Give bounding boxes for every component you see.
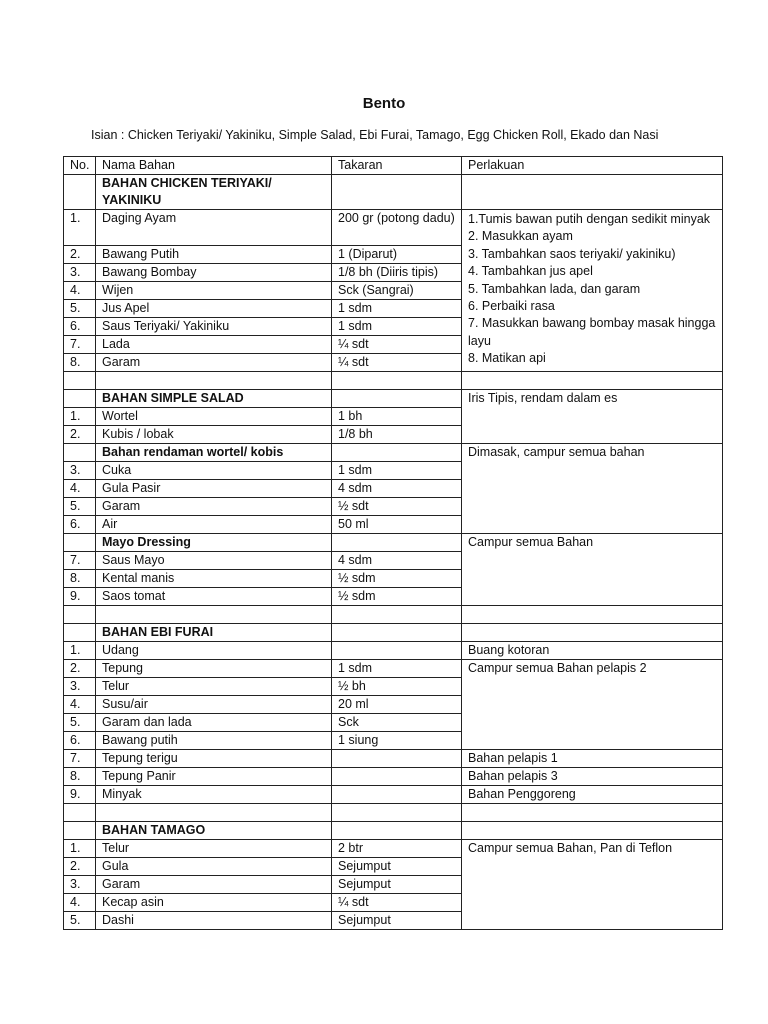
row-name: Cuka xyxy=(96,462,332,480)
row-qty: ¼ sdt xyxy=(332,354,462,372)
row-qty: 4 sdm xyxy=(332,480,462,498)
row-name: Kental manis xyxy=(96,570,332,588)
header-no: No. xyxy=(64,157,96,175)
row-qty: ½ bh xyxy=(332,678,462,696)
row-name: Garam dan lada xyxy=(96,714,332,732)
row-name: Daging Ayam xyxy=(96,210,332,246)
step-text: 2. Masukkan ayam xyxy=(468,229,573,244)
row-no: 3. xyxy=(64,876,96,894)
step-text: 1.Tumis bawan putih dengan sedikit minyak xyxy=(468,212,711,226)
row-qty: ¼ sdt xyxy=(332,336,462,354)
row-name: Saos tomat xyxy=(96,588,332,606)
row-no: 5. xyxy=(64,498,96,516)
document-title: Bento xyxy=(362,95,406,112)
row-name: Kecap asin xyxy=(96,894,332,912)
row-name: Bawang putih xyxy=(96,732,332,750)
row-qty: Sejumput xyxy=(332,876,462,894)
row-no: 6. xyxy=(64,516,96,534)
section-row xyxy=(64,175,723,210)
row-no: 8. xyxy=(64,570,96,588)
row-qty: 4 sdm xyxy=(332,552,462,570)
row-no: 7. xyxy=(64,750,96,768)
row-qty: Sck xyxy=(332,714,462,732)
step-text: 8. Matikan api xyxy=(468,351,546,366)
row-note: Bahan pelapis 3 xyxy=(462,768,723,786)
salad-note-3: Campur semua Bahan xyxy=(462,534,723,606)
row-no: 1. xyxy=(64,210,96,246)
row-qty: 1/8 bh (Diiris tipis) xyxy=(332,264,462,282)
blank-row xyxy=(64,606,723,624)
document-subtitle: Isian : Chicken Teriyaki/ Yakiniku, Simple Salad, Ebi Furai, Tamago, Egg Chicken Roll, Ekado dan Nasi xyxy=(91,128,659,142)
row-qty xyxy=(332,786,462,804)
row-qty: 1 sdm xyxy=(332,660,462,678)
row-no: 9. xyxy=(64,786,96,804)
table-header-row xyxy=(64,157,723,175)
row-name: Wijen xyxy=(96,282,332,300)
row-name: Lada xyxy=(96,336,332,354)
row-no: 3. xyxy=(64,462,96,480)
row-note: Bahan pelapis 1 xyxy=(462,750,723,768)
row-no: 1. xyxy=(64,408,96,426)
row-no: 6. xyxy=(64,318,96,336)
row-name: Susu/air xyxy=(96,696,332,714)
row-name: Garam xyxy=(96,876,332,894)
row-note: Bahan Penggoreng xyxy=(462,786,723,804)
row-no: 3. xyxy=(64,264,96,282)
row-qty: 1 siung xyxy=(332,732,462,750)
chicken-steps xyxy=(462,210,723,372)
table-row xyxy=(64,786,723,804)
recipe-table xyxy=(63,156,723,930)
row-qty: 1 bh xyxy=(332,408,462,426)
table-row xyxy=(64,768,723,786)
row-name: Garam xyxy=(96,498,332,516)
section-row xyxy=(64,624,723,642)
section-title: BAHAN CHICKEN TERIYAKI/ YAKINIKU xyxy=(96,175,332,210)
row-no: 8. xyxy=(64,354,96,372)
row-no: 4. xyxy=(64,480,96,498)
row-qty: ½ sdm xyxy=(332,588,462,606)
subsection-title: Bahan rendaman wortel/ kobis xyxy=(96,444,332,462)
section-title: BAHAN SIMPLE SALAD xyxy=(96,390,332,408)
salad-note-2: Dimasak, campur semua bahan xyxy=(462,444,723,534)
row-no: 1. xyxy=(64,840,96,858)
row-no: 5. xyxy=(64,714,96,732)
row-qty: Sejumput xyxy=(332,912,462,930)
row-name: Dashi xyxy=(96,912,332,930)
section-title: BAHAN EBI FURAI xyxy=(96,624,332,642)
row-no: 4. xyxy=(64,282,96,300)
section-row xyxy=(64,390,723,408)
table-row xyxy=(64,750,723,768)
row-qty: 1 sdm xyxy=(332,318,462,336)
row-qty: 20 ml xyxy=(332,696,462,714)
row-qty: 1 (Diparut) xyxy=(332,246,462,264)
row-qty: 1 sdm xyxy=(332,462,462,480)
row-qty: 1/8 bh xyxy=(332,426,462,444)
header-name: Nama Bahan xyxy=(96,157,332,175)
subsection-row xyxy=(64,444,723,462)
subsection-row xyxy=(64,534,723,552)
row-name: Jus Apel xyxy=(96,300,332,318)
row-name: Tepung xyxy=(96,660,332,678)
row-no: 2. xyxy=(64,426,96,444)
row-name: Air xyxy=(96,516,332,534)
row-qty xyxy=(332,750,462,768)
row-qty: Sck (Sangrai) xyxy=(332,282,462,300)
row-no: 5. xyxy=(64,300,96,318)
row-name: Saus Mayo xyxy=(96,552,332,570)
row-no: 1. xyxy=(64,642,96,660)
row-qty: 50 ml xyxy=(332,516,462,534)
row-qty: 200 gr (potong dadu) xyxy=(332,210,462,246)
table-row xyxy=(64,840,723,858)
row-note: Buang kotoran xyxy=(462,642,723,660)
section-row xyxy=(64,822,723,840)
row-name: Gula Pasir xyxy=(96,480,332,498)
row-no: 7. xyxy=(64,336,96,354)
header-treatment: Perlakuan xyxy=(462,157,723,175)
row-name: Tepung Panir xyxy=(96,768,332,786)
row-no: 2. xyxy=(64,246,96,264)
tamago-note: Campur semua Bahan, Pan di Teflon xyxy=(462,840,723,930)
row-name: Telur xyxy=(96,678,332,696)
row-no: 8. xyxy=(64,768,96,786)
section-title: BAHAN TAMAGO xyxy=(96,822,332,840)
row-name: Kubis / lobak xyxy=(96,426,332,444)
header-qty: Takaran xyxy=(332,157,462,175)
row-name: Bawang Bombay xyxy=(96,264,332,282)
table-row xyxy=(64,642,723,660)
row-no: 5. xyxy=(64,912,96,930)
step-text: 6. Perbaiki rasa xyxy=(468,299,555,314)
row-qty: 1 sdm xyxy=(332,300,462,318)
row-no: 2. xyxy=(64,660,96,678)
step-text: 7. Masukkan bawang bombay masak hingga layu xyxy=(468,316,716,348)
salad-note-1: Iris Tipis, rendam dalam es xyxy=(462,390,723,444)
row-no: 7. xyxy=(64,552,96,570)
row-qty: ½ sdm xyxy=(332,570,462,588)
row-no: 4. xyxy=(64,894,96,912)
row-name: Bawang Putih xyxy=(96,246,332,264)
row-name: Udang xyxy=(96,642,332,660)
row-name: Gula xyxy=(96,858,332,876)
table-row xyxy=(64,660,723,678)
blank-row xyxy=(64,804,723,822)
row-qty xyxy=(332,768,462,786)
row-no: 4. xyxy=(64,696,96,714)
table-row xyxy=(64,210,723,246)
row-name: Garam xyxy=(96,354,332,372)
row-qty xyxy=(332,642,462,660)
row-name: Minyak xyxy=(96,786,332,804)
step-text: 5. Tambahkan lada, dan garam xyxy=(468,281,641,296)
step-text: 3. Tambahkan saos teriyaki/ yakiniku) xyxy=(468,246,676,261)
row-qty: ½ sdt xyxy=(332,498,462,516)
row-no: 6. xyxy=(64,732,96,750)
step-text: 4. Tambahkan jus apel xyxy=(468,264,593,279)
row-qty: ¼ sdt xyxy=(332,894,462,912)
row-name: Wortel xyxy=(96,408,332,426)
subsection-title: Mayo Dressing xyxy=(96,534,332,552)
row-no: 9. xyxy=(64,588,96,606)
row-no: 2. xyxy=(64,858,96,876)
blank-row xyxy=(64,372,723,390)
row-name: Tepung terigu xyxy=(96,750,332,768)
ebi-note-2: Campur semua Bahan pelapis 2 xyxy=(462,660,723,750)
row-no: 3. xyxy=(64,678,96,696)
row-name: Saus Teriyaki/ Yakiniku xyxy=(96,318,332,336)
row-qty: Sejumput xyxy=(332,858,462,876)
row-qty: 2 btr xyxy=(332,840,462,858)
row-name: Telur xyxy=(96,840,332,858)
